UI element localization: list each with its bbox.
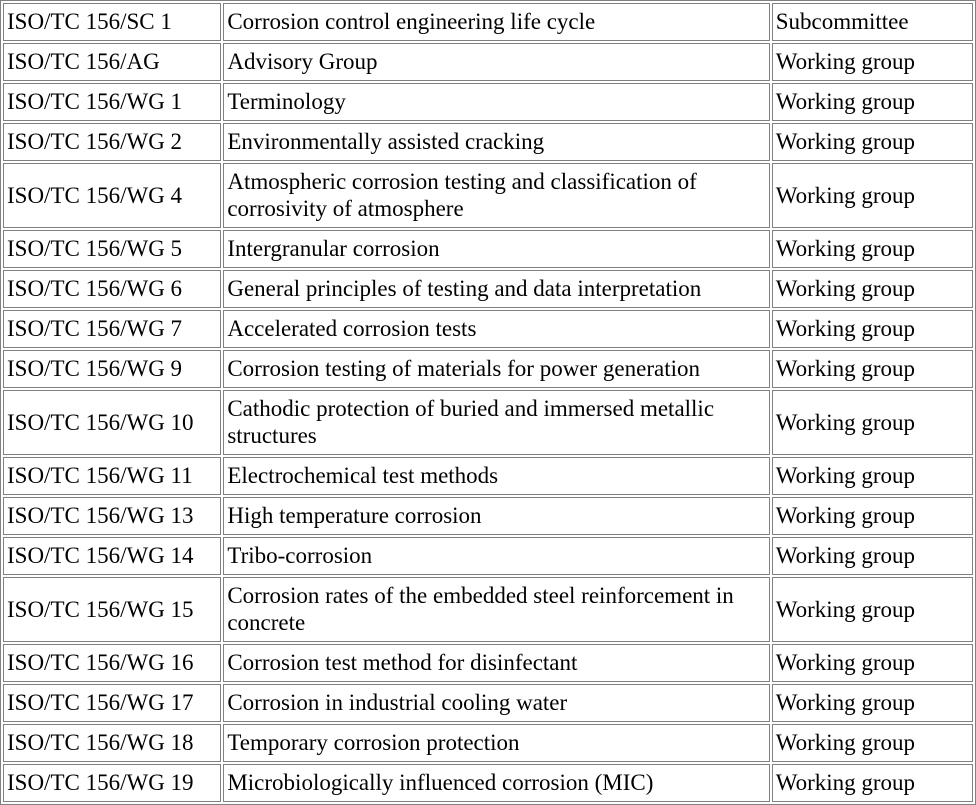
committee-reference-cell: ISO/TC 156/WG 11 xyxy=(3,457,221,495)
table-row xyxy=(3,537,973,575)
committee-title-cell: Electrochemical test methods xyxy=(223,457,769,495)
table-row xyxy=(3,457,973,495)
committee-type-cell: Working group xyxy=(772,724,973,762)
table-row xyxy=(3,577,973,642)
committee-title-cell: Microbiologically influenced corrosion (MIC) xyxy=(223,764,769,802)
table-row xyxy=(3,123,973,161)
committee-title-cell: Corrosion test method for disinfectant xyxy=(223,644,769,682)
committee-type-cell: Working group xyxy=(772,350,973,388)
table-row xyxy=(3,163,973,228)
committee-title-cell: Advisory Group xyxy=(223,43,769,81)
committee-title-cell: Accelerated corrosion tests xyxy=(223,310,769,348)
committee-title-cell: Intergranular corrosion xyxy=(223,230,769,268)
committee-title-cell: Cathodic protection of buried and immersed metallic structures xyxy=(223,390,769,455)
committee-reference-cell: ISO/TC 156/WG 7 xyxy=(3,310,221,348)
committee-table-body xyxy=(3,3,973,802)
committee-reference-cell: ISO/TC 156/SC 1 xyxy=(3,3,221,41)
committee-title-cell: Corrosion rates of the embedded steel reinforcement in concrete xyxy=(223,577,769,642)
committee-reference-cell: ISO/TC 156/WG 18 xyxy=(3,724,221,762)
committee-type-cell: Working group xyxy=(772,43,973,81)
committee-type-cell: Working group xyxy=(772,644,973,682)
committee-reference-cell: ISO/TC 156/WG 1 xyxy=(3,83,221,121)
table-row xyxy=(3,83,973,121)
table-row xyxy=(3,684,973,722)
committee-reference-cell: ISO/TC 156/AG xyxy=(3,43,221,81)
committee-reference-cell: ISO/TC 156/WG 17 xyxy=(3,684,221,722)
committee-title-cell: Corrosion control engineering life cycle xyxy=(223,3,769,41)
table-row xyxy=(3,310,973,348)
committee-type-cell: Working group xyxy=(772,390,973,455)
committee-title-cell: Terminology xyxy=(223,83,769,121)
committee-reference-cell: ISO/TC 156/WG 6 xyxy=(3,270,221,308)
committee-type-cell: Working group xyxy=(772,497,973,535)
table-row xyxy=(3,270,973,308)
committee-reference-cell: ISO/TC 156/WG 2 xyxy=(3,123,221,161)
committee-reference-cell: ISO/TC 156/WG 9 xyxy=(3,350,221,388)
committee-type-cell: Subcommittee xyxy=(772,3,973,41)
committee-reference-cell: ISO/TC 156/WG 10 xyxy=(3,390,221,455)
committee-title-cell: High temperature corrosion xyxy=(223,497,769,535)
committee-title-cell: Atmospheric corrosion testing and classification of corrosivity of atmosphere xyxy=(223,163,769,228)
committee-title-cell: Corrosion testing of materials for power generation xyxy=(223,350,769,388)
committee-type-cell: Working group xyxy=(772,684,973,722)
committee-title-cell: Temporary corrosion protection xyxy=(223,724,769,762)
table-row xyxy=(3,724,973,762)
committee-reference-cell: ISO/TC 156/WG 13 xyxy=(3,497,221,535)
committee-reference-cell: ISO/TC 156/WG 19 xyxy=(3,764,221,802)
table-row xyxy=(3,764,973,802)
committee-title-cell: Tribo-corrosion xyxy=(223,537,769,575)
committee-type-cell: Working group xyxy=(772,270,973,308)
committee-type-cell: Working group xyxy=(772,764,973,802)
committee-reference-cell: ISO/TC 156/WG 15 xyxy=(3,577,221,642)
committee-reference-cell: ISO/TC 156/WG 5 xyxy=(3,230,221,268)
committee-type-cell: Working group xyxy=(772,123,973,161)
table-row xyxy=(3,350,973,388)
committee-title-cell: Corrosion in industrial cooling water xyxy=(223,684,769,722)
committee-title-cell: General principles of testing and data interpretation xyxy=(223,270,769,308)
committee-type-cell: Working group xyxy=(772,163,973,228)
committee-type-cell: Working group xyxy=(772,457,973,495)
committee-title-cell: Environmentally assisted cracking xyxy=(223,123,769,161)
committee-type-cell: Working group xyxy=(772,537,973,575)
committee-type-cell: Working group xyxy=(772,83,973,121)
table-row xyxy=(3,230,973,268)
committee-reference-cell: ISO/TC 156/WG 16 xyxy=(3,644,221,682)
committee-type-cell: Working group xyxy=(772,310,973,348)
table-row xyxy=(3,390,973,455)
table-row xyxy=(3,644,973,682)
committee-reference-cell: ISO/TC 156/WG 14 xyxy=(3,537,221,575)
committee-type-cell: Working group xyxy=(772,577,973,642)
committee-reference-cell: ISO/TC 156/WG 4 xyxy=(3,163,221,228)
table-row xyxy=(3,43,973,81)
table-row xyxy=(3,3,973,41)
committee-type-cell: Working group xyxy=(772,230,973,268)
table-row xyxy=(3,497,973,535)
